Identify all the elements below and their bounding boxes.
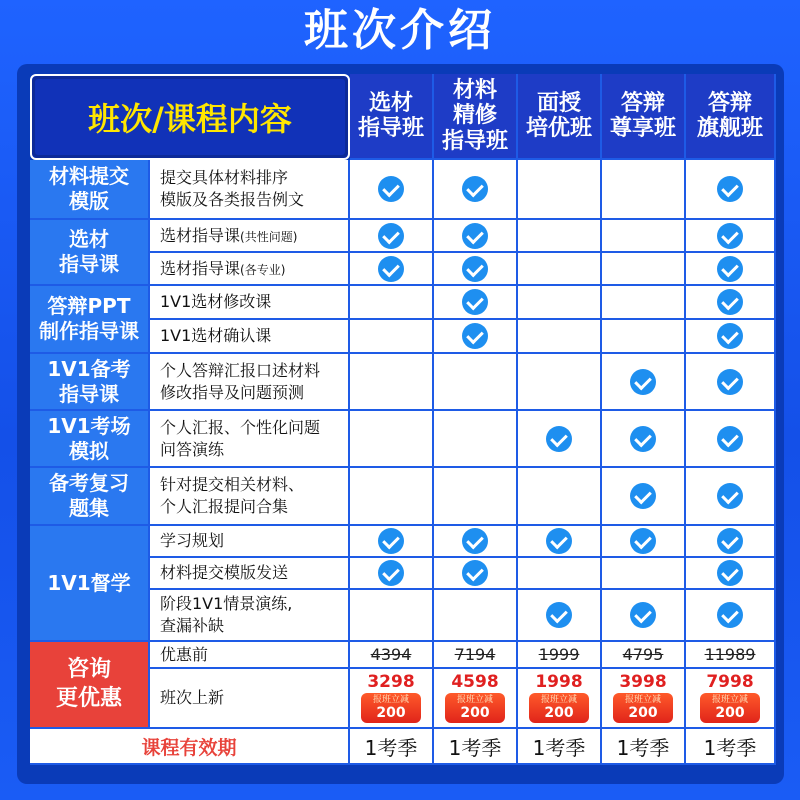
check-cell xyxy=(434,220,518,253)
discount-badge: 报班立减 200 xyxy=(361,693,421,723)
check-cell xyxy=(518,253,602,286)
price-before-row xyxy=(30,642,776,669)
check-cell xyxy=(602,354,686,411)
check-cell xyxy=(350,590,434,642)
category-1v1-supervision: 1V1督学 xyxy=(30,526,150,642)
check-cell xyxy=(350,286,434,320)
check-circle-icon xyxy=(717,176,743,202)
item-label: 材料提交模版发送 xyxy=(150,558,350,590)
check-circle-icon xyxy=(717,602,743,628)
check-circle-icon xyxy=(630,602,656,628)
validity-5: 1考季 xyxy=(686,729,776,765)
check-cell xyxy=(434,590,518,642)
check-circle-icon xyxy=(546,528,572,554)
price-new-5: 7998 报班立减 200 xyxy=(686,669,776,729)
check-cell xyxy=(686,590,776,642)
check-cell xyxy=(434,468,518,526)
category-consult: 咨询 更优惠 xyxy=(30,642,150,729)
item-label: 选材指导课(共性问题) xyxy=(150,220,350,253)
validity-1: 1考季 xyxy=(350,729,434,765)
check-circle-icon xyxy=(717,560,743,586)
check-cell xyxy=(434,558,518,590)
check-cell xyxy=(686,160,776,220)
check-cell xyxy=(602,320,686,354)
item-label: 学习规划 xyxy=(150,526,350,558)
item-label: 提交具体材料排序 模版及各类报告例文 xyxy=(150,160,350,220)
check-circle-icon xyxy=(717,289,743,315)
footer-row xyxy=(30,729,776,765)
check-circle-icon xyxy=(378,528,404,554)
check-circle-icon xyxy=(462,176,488,202)
discount-badge: 报班立减 200 xyxy=(529,693,589,723)
table-row xyxy=(30,286,776,320)
column-header-5: 答辩 旗舰班 xyxy=(686,74,776,160)
check-cell xyxy=(434,526,518,558)
price-new-3: 1998 报班立减 200 xyxy=(518,669,602,729)
check-circle-icon xyxy=(717,223,743,249)
check-cell xyxy=(350,411,434,468)
column-header-4: 答辩 尊享班 xyxy=(602,74,686,160)
price-before-5: 11989 xyxy=(686,642,776,669)
check-circle-icon xyxy=(630,426,656,452)
check-cell xyxy=(518,160,602,220)
check-cell xyxy=(686,220,776,253)
table-row xyxy=(30,411,776,468)
check-circle-icon xyxy=(546,602,572,628)
check-cell xyxy=(602,590,686,642)
price-new-1: 3298 报班立减 200 xyxy=(350,669,434,729)
price-new-2: 4598 报班立减 200 xyxy=(434,669,518,729)
check-cell xyxy=(518,286,602,320)
category-defense-ppt: 答辩PPT 制作指导课 xyxy=(30,286,150,354)
check-cell xyxy=(434,320,518,354)
check-cell xyxy=(602,558,686,590)
validity-3: 1考季 xyxy=(518,729,602,765)
check-cell xyxy=(518,558,602,590)
check-cell xyxy=(350,220,434,253)
check-cell xyxy=(350,253,434,286)
check-circle-icon xyxy=(717,369,743,395)
column-header-3: 面授 培优班 xyxy=(518,74,602,160)
check-cell xyxy=(686,468,776,526)
category-material-template: 材料提交 模版 xyxy=(30,160,150,220)
check-circle-icon xyxy=(462,528,488,554)
column-header-1: 选材 指导班 xyxy=(350,74,434,160)
header-main: 班次/课程内容 xyxy=(30,74,350,160)
price-new-4: 3998 报班立减 200 xyxy=(602,669,686,729)
check-cell xyxy=(686,354,776,411)
item-label: 1V1选材修改课 xyxy=(150,286,350,320)
table-row xyxy=(30,468,776,526)
check-circle-icon xyxy=(630,369,656,395)
check-circle-icon xyxy=(630,528,656,554)
check-circle-icon xyxy=(717,483,743,509)
price-new-label: 班次上新 xyxy=(150,669,350,729)
price-before-1: 4394 xyxy=(350,642,434,669)
page-title: 班次介绍 xyxy=(304,5,496,56)
check-cell xyxy=(518,220,602,253)
item-label: 选材指导课(各专业) xyxy=(150,253,350,286)
check-cell xyxy=(686,320,776,354)
item-label: 1V1选材确认课 xyxy=(150,320,350,354)
check-cell xyxy=(602,220,686,253)
validity-2: 1考季 xyxy=(434,729,518,765)
check-circle-icon xyxy=(462,289,488,315)
discount-badge: 报班立减 200 xyxy=(700,693,760,723)
discount-badge: 报班立减 200 xyxy=(613,693,673,723)
check-cell xyxy=(686,411,776,468)
check-cell xyxy=(686,253,776,286)
check-cell xyxy=(518,354,602,411)
category-material-selection: 选材 指导课 xyxy=(30,220,150,286)
check-cell xyxy=(518,590,602,642)
check-circle-icon xyxy=(462,323,488,349)
check-cell xyxy=(686,526,776,558)
check-circle-icon xyxy=(717,426,743,452)
check-cell xyxy=(434,354,518,411)
check-cell xyxy=(602,526,686,558)
check-cell xyxy=(350,558,434,590)
check-circle-icon xyxy=(717,256,743,282)
category-1v1-mock: 1V1考场 模拟 xyxy=(30,411,150,468)
check-circle-icon xyxy=(717,528,743,554)
check-circle-icon xyxy=(546,426,572,452)
item-label: 个人答辩汇报口述材料 修改指导及问题预测 xyxy=(150,354,350,411)
category-review-set: 备考复习 题集 xyxy=(30,468,150,526)
course-comparison-table xyxy=(30,74,776,765)
item-label: 针对提交相关材料、 个人汇报提问合集 xyxy=(150,468,350,526)
check-cell xyxy=(602,411,686,468)
check-cell xyxy=(518,411,602,468)
check-cell xyxy=(602,468,686,526)
check-cell xyxy=(350,320,434,354)
check-circle-icon xyxy=(717,323,743,349)
check-cell xyxy=(434,411,518,468)
price-before-label: 优惠前 xyxy=(150,642,350,669)
check-circle-icon xyxy=(630,483,656,509)
validity-label: 课程有效期 xyxy=(30,729,350,765)
category-1v1-prep: 1V1备考 指导课 xyxy=(30,354,150,411)
table-row xyxy=(30,526,776,558)
price-before-3: 1999 xyxy=(518,642,602,669)
check-circle-icon xyxy=(378,223,404,249)
price-before-2: 7194 xyxy=(434,642,518,669)
check-circle-icon xyxy=(378,256,404,282)
check-cell xyxy=(686,558,776,590)
check-circle-icon xyxy=(378,176,404,202)
check-cell xyxy=(350,526,434,558)
check-circle-icon xyxy=(378,560,404,586)
check-circle-icon xyxy=(462,256,488,282)
discount-badge: 报班立减 200 xyxy=(445,693,505,723)
check-cell xyxy=(434,253,518,286)
item-label: 阶段1V1情景演练, 查漏补缺 xyxy=(150,590,350,642)
check-cell xyxy=(350,468,434,526)
table-row xyxy=(30,160,776,220)
check-cell xyxy=(602,160,686,220)
table-row xyxy=(30,354,776,411)
check-cell xyxy=(434,286,518,320)
check-cell xyxy=(518,526,602,558)
price-before-4: 4795 xyxy=(602,642,686,669)
check-cell xyxy=(518,468,602,526)
item-label: 个人汇报、个性化问题 问答演练 xyxy=(150,411,350,468)
check-circle-icon xyxy=(462,223,488,249)
check-cell xyxy=(602,253,686,286)
table-row xyxy=(30,220,776,253)
column-header-2: 材料 精修 指导班 xyxy=(434,74,518,160)
check-cell xyxy=(602,286,686,320)
check-cell xyxy=(350,160,434,220)
validity-4: 1考季 xyxy=(602,729,686,765)
check-cell xyxy=(350,354,434,411)
check-cell xyxy=(518,320,602,354)
check-cell xyxy=(434,160,518,220)
check-cell xyxy=(686,286,776,320)
check-circle-icon xyxy=(462,560,488,586)
